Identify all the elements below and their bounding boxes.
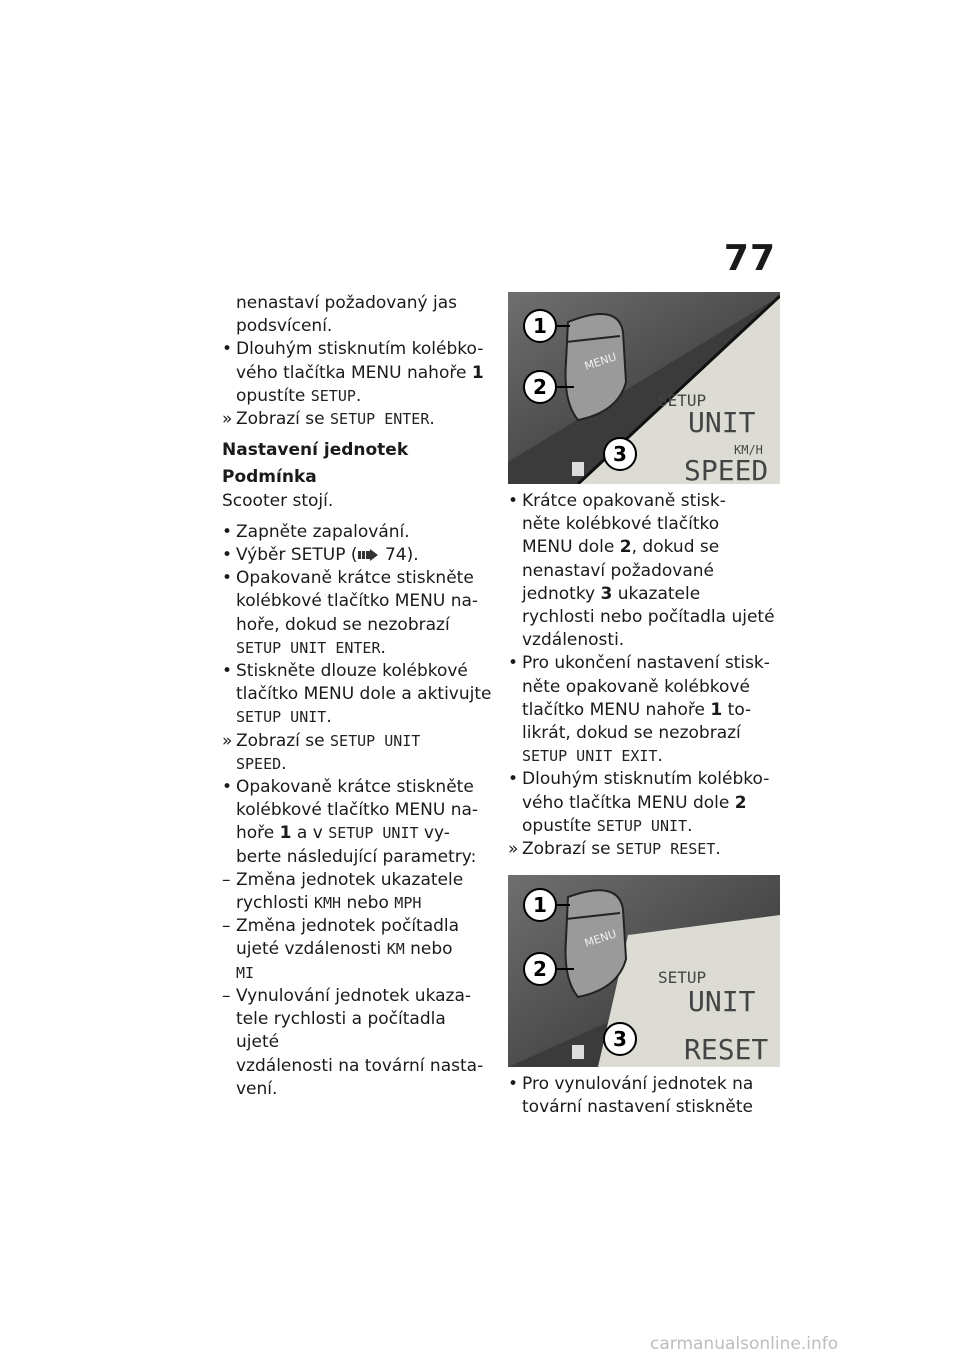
result-mark: » — [222, 409, 233, 430]
lcd-kmh: KM/H — [734, 443, 763, 457]
lcd-setup: SETUP — [658, 391, 707, 410]
page-reference-arrow-icon — [358, 549, 380, 561]
lcd-reset: RESET — [684, 1033, 769, 1067]
figure-setup-unit-speed — [508, 292, 780, 484]
callout-2: 2 — [533, 957, 547, 982]
fuel-pump-icon — [572, 1045, 584, 1059]
bullet-item: • Zapněte zapalování. — [222, 521, 410, 542]
figure-setup-unit-reset — [508, 875, 780, 1067]
lcd-setup: SETUP — [658, 968, 707, 988]
condition-text: Scooter stojí. — [222, 490, 334, 511]
condition-heading: Podmínka — [222, 467, 317, 488]
lcd-speed: SPEED — [684, 454, 769, 484]
callout-3: 3 — [613, 1027, 627, 1052]
handlebar-display-illustration — [508, 292, 780, 484]
bullet-item: • Dlouhým stisknutím kolébko- vého tlačítka MENU nahoře 1 opustíte SETUP. — [222, 339, 484, 406]
dash-item: – Změna jednotek ukazatele rychlosti KMH nebo MPH — [222, 869, 464, 914]
callout-2: 2 — [533, 375, 547, 399]
bullet-item: • Dlouhým stisknutím kolébko- vého tlačítka MENU dole 2 opustíte SETUP UNIT. — [508, 769, 770, 836]
callout-3: 3 — [613, 442, 627, 466]
bullet-item: • Opakovaně krátce stiskněte kolébkové tlačítko MENU na- hoře 1 a v SETUP UNIT vy- berte následující parametry: — [222, 777, 479, 867]
lcd-unit: UNIT — [688, 985, 756, 1019]
result-item: » Zobrazí se SETUP RESET. — [508, 839, 721, 860]
bullet-mark: • — [222, 339, 233, 360]
bullet-item: • Stiskněte dlouze kolébkové tlačítko MENU dole a aktivujte SETUP UNIT. — [222, 661, 492, 728]
menu-label: MENU — [582, 350, 619, 373]
fuel-pump-icon — [572, 462, 584, 476]
watermark-text: carmanualsonline.info — [650, 1334, 839, 1354]
dash-item: – Změna jednotek počítadla ujeté vzdálenosti KM nebo MI — [222, 916, 460, 982]
callout-1: 1 — [533, 893, 547, 918]
right-column — [508, 292, 783, 1120]
page-number: 77 — [723, 238, 776, 279]
result-item: » Zobrazí se SETUP UNIT SPEED. — [222, 730, 421, 774]
handlebar-display-illustration — [508, 875, 780, 1067]
dash-item: – Vynulování jednotek ukaza- tele rychlosti a počítadla ujeté vzdálenosti na tovární nasta- vení. — [222, 985, 484, 1099]
section-heading: Nastavení jednotek — [222, 440, 409, 461]
bullet-item: • Opakovaně krátce stiskněte kolébkové tlačítko MENU na- hoře, dokud se nezobrazí SETUP UNIT ENTER. — [222, 568, 479, 658]
bullet-item: • Pro ukončení nastavení stisk- něte opakovaně kolébkové tlačítko MENU nahoře 1 to- likrát, dokud se nezobrazí SETUP UNIT EXIT. — [508, 653, 770, 767]
paragraph-continuation: nenastaví požadovaný jas podsvícení. — [236, 293, 457, 337]
lcd-unit: UNIT — [688, 406, 756, 439]
menu-label: MENU — [582, 927, 619, 951]
bullet-item: • Krátce opakovaně stisk- něte kolébkové tlačítko MENU dole 2, dokud se nenastaví požadované jednotky 3 ukazatele rychlosti nebo počítadla ujeté vzdálenosti. — [508, 491, 775, 651]
bullet-item: • Pro vynulování jednotek na tovární nastavení stiskněte — [508, 1074, 754, 1118]
callout-1: 1 — [533, 314, 547, 338]
bullet-item: • Výběr SETUP ( 74). — [222, 545, 419, 566]
left-column — [222, 292, 494, 1101]
result-item: » Zobrazí se SETUP ENTER. — [222, 408, 494, 431]
